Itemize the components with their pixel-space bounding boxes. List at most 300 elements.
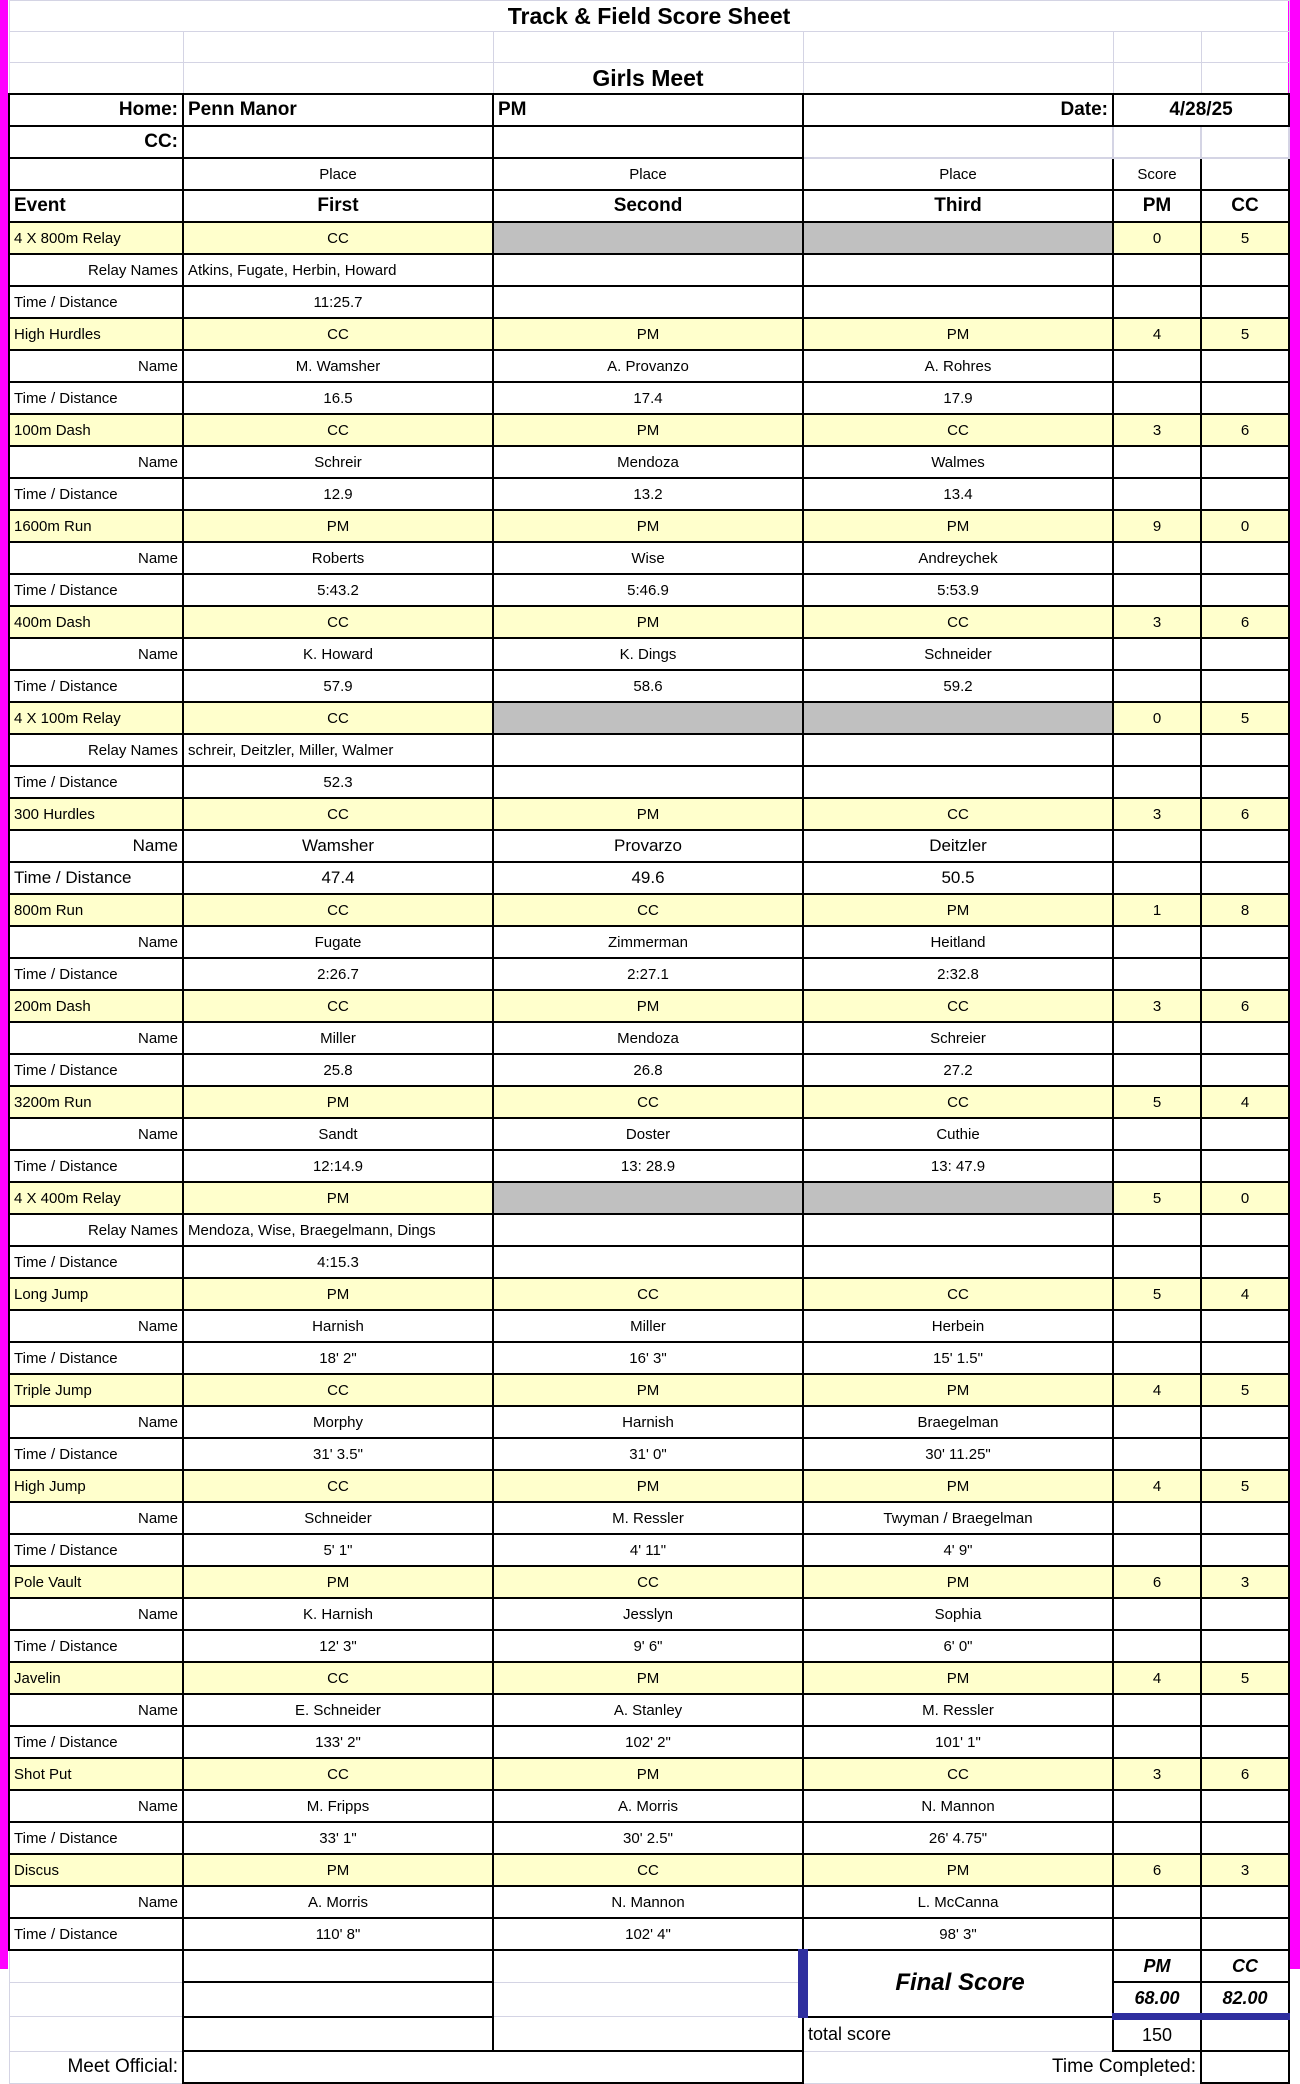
first-place-result[interactable]: 12:14.9 xyxy=(183,1150,493,1182)
event-row-400m-dash xyxy=(9,606,1289,638)
team2-points: 6 xyxy=(1201,606,1289,638)
first-place-result[interactable]: 25.8 xyxy=(183,1054,493,1086)
second-place-team[interactable]: PM xyxy=(493,318,803,350)
first-place-team[interactable]: CC xyxy=(183,222,493,254)
second-place-result[interactable]: 102' 4" xyxy=(493,1918,803,1950)
second-place-athlete[interactable]: Zimmerman xyxy=(493,926,803,958)
place-header-first: Place xyxy=(183,158,493,190)
third-place-athlete[interactable]: M. Ressler xyxy=(803,1694,1113,1726)
team2-points: 4 xyxy=(1201,1278,1289,1310)
first-place-athlete[interactable]: Schreir xyxy=(183,446,493,478)
first-place-athlete[interactable]: schreir, Deitzler, Miller, Walmer xyxy=(183,734,493,766)
third-place-team[interactable]: CC xyxy=(803,1278,1113,1310)
third-place-result[interactable]: 98' 3" xyxy=(803,1918,1113,1950)
second-place-athlete[interactable]: N. Mannon xyxy=(493,1886,803,1918)
athlete-row-800m-run xyxy=(9,926,1289,958)
first-place-result[interactable]: 133' 2" xyxy=(183,1726,493,1758)
third-place-athlete[interactable] xyxy=(803,1214,1113,1246)
team1-points: 9 xyxy=(1113,510,1201,542)
final-team2-label: CC xyxy=(1201,1950,1289,1982)
second-place-athlete[interactable]: A. Provanzo xyxy=(493,350,803,382)
event-row-triple-jump xyxy=(9,1374,1289,1406)
event-row-4-x-100m-relay xyxy=(9,702,1289,734)
first-place-athlete[interactable]: Morphy xyxy=(183,1406,493,1438)
first-place-team[interactable]: PM xyxy=(183,1854,493,1886)
first-place-result[interactable]: 12' 3" xyxy=(183,1630,493,1662)
second-place-team[interactable]: CC xyxy=(493,1566,803,1598)
second-place-team[interactable]: PM xyxy=(493,798,803,830)
third-place-result[interactable] xyxy=(803,286,1113,318)
second-place-athlete[interactable]: Doster xyxy=(493,1118,803,1150)
first-place-result[interactable]: 5' 1" xyxy=(183,1534,493,1566)
second-place-athlete[interactable]: Wise xyxy=(493,542,803,574)
name-row-label: Name xyxy=(9,1310,183,1342)
third-place-result[interactable]: 4' 9" xyxy=(803,1534,1113,1566)
third-place-result[interactable]: 17.9 xyxy=(803,382,1113,414)
second-place-athlete[interactable]: A. Stanley xyxy=(493,1694,803,1726)
event-row-800m-run xyxy=(9,894,1289,926)
meet-official-field[interactable] xyxy=(183,2051,803,2083)
time-row-label: Time / Distance xyxy=(9,1054,183,1086)
event-row-high-hurdles xyxy=(9,318,1289,350)
first-column-header: First xyxy=(183,190,493,222)
second-place-team[interactable]: CC xyxy=(493,1278,803,1310)
team1-points: 5 xyxy=(1113,1086,1201,1118)
event-name: Triple Jump xyxy=(9,1374,183,1406)
time-row-label: Time / Distance xyxy=(9,1246,183,1278)
athlete-row-200m-dash xyxy=(9,1022,1289,1054)
second-place-result[interactable]: 58.6 xyxy=(493,670,803,702)
third-place-team[interactable]: PM xyxy=(803,1470,1113,1502)
third-place-team[interactable]: PM xyxy=(803,1854,1113,1886)
second-place-athlete[interactable]: A. Morris xyxy=(493,1790,803,1822)
first-place-athlete[interactable]: Fugate xyxy=(183,926,493,958)
first-place-result[interactable]: 33' 1" xyxy=(183,1822,493,1854)
second-place-result[interactable] xyxy=(493,286,803,318)
first-place-athlete[interactable]: E. Schneider xyxy=(183,1694,493,1726)
first-place-team[interactable]: PM xyxy=(183,1182,493,1214)
first-place-team[interactable]: PM xyxy=(183,1278,493,1310)
team1-points: 0 xyxy=(1113,702,1201,734)
score-header: Score xyxy=(1113,158,1201,190)
first-place-athlete[interactable]: Roberts xyxy=(183,542,493,574)
first-place-result[interactable]: 31' 3.5" xyxy=(183,1438,493,1470)
first-place-team[interactable]: CC xyxy=(183,702,493,734)
home-team-abbr[interactable]: PM xyxy=(493,94,803,126)
final-team2-score: 82.00 xyxy=(1201,1982,1289,2017)
result-row-300-hurdles xyxy=(9,862,1289,894)
time-row-label: Time / Distance xyxy=(9,1438,183,1470)
third-place-team[interactable]: PM xyxy=(803,1566,1113,1598)
event-name: 300 Hurdles xyxy=(9,798,183,830)
event-name: 800m Run xyxy=(9,894,183,926)
team2-points: 5 xyxy=(1201,1470,1289,1502)
time-completed-label: Time Completed: xyxy=(803,2051,1201,2083)
time-row-label: Time / Distance xyxy=(9,670,183,702)
third-place-athlete[interactable]: Sophia xyxy=(803,1598,1113,1630)
second-place-team[interactable]: PM xyxy=(493,1470,803,1502)
time-row-label: Time / Distance xyxy=(9,1822,183,1854)
team1-points: 4 xyxy=(1113,1374,1201,1406)
event-row-high-jump xyxy=(9,1470,1289,1502)
third-column-header: Third xyxy=(803,190,1113,222)
team2-points: 3 xyxy=(1201,1854,1289,1886)
name-row-label: Name xyxy=(9,1118,183,1150)
athlete-row-4-x-800m-relay xyxy=(9,254,1289,286)
team1-points: 3 xyxy=(1113,606,1201,638)
event-name: High Jump xyxy=(9,1470,183,1502)
third-place-result[interactable]: 13.4 xyxy=(803,478,1113,510)
second-place-team[interactable]: PM xyxy=(493,1758,803,1790)
second-place-result[interactable]: 16' 3" xyxy=(493,1342,803,1374)
third-place-result[interactable]: 13: 47.9 xyxy=(803,1150,1113,1182)
third-place-result[interactable]: 101' 1" xyxy=(803,1726,1113,1758)
home-team-name[interactable]: Penn Manor xyxy=(183,94,493,126)
team2-points: 0 xyxy=(1201,510,1289,542)
third-place-athlete[interactable]: Walmes xyxy=(803,446,1113,478)
team1-points: 3 xyxy=(1113,414,1201,446)
first-place-athlete[interactable]: Harnish xyxy=(183,1310,493,1342)
first-place-result[interactable]: 5:43.2 xyxy=(183,574,493,606)
second-place-result[interactable]: 30' 2.5" xyxy=(493,1822,803,1854)
athlete-row-long-jump xyxy=(9,1310,1289,1342)
final-team1-score: 68.00 xyxy=(1113,1982,1201,2017)
second-place-athlete[interactable]: Mendoza xyxy=(493,1022,803,1054)
first-place-athlete[interactable]: Miller xyxy=(183,1022,493,1054)
second-place-team xyxy=(493,1182,803,1214)
third-place-athlete[interactable]: Deitzler xyxy=(803,830,1113,862)
event-row-4-x-800m-relay xyxy=(9,222,1289,254)
first-place-athlete[interactable]: Mendoza, Wise, Braegelmann, Dings xyxy=(183,1214,493,1246)
second-place-result[interactable]: 102' 2" xyxy=(493,1726,803,1758)
third-place-result[interactable] xyxy=(803,766,1113,798)
time-row-label: Time / Distance xyxy=(9,1918,183,1950)
first-place-result[interactable]: 12.9 xyxy=(183,478,493,510)
team2-points: 4 xyxy=(1201,1086,1289,1118)
third-place-athlete[interactable]: Schneider xyxy=(803,638,1113,670)
second-place-result[interactable]: 5:46.9 xyxy=(493,574,803,606)
event-name: Shot Put xyxy=(9,1758,183,1790)
result-row-400m-dash xyxy=(9,670,1289,702)
final-team1-label: PM xyxy=(1113,1950,1201,1982)
first-place-athlete[interactable]: Schneider xyxy=(183,1502,493,1534)
result-row-shot-put xyxy=(9,1822,1289,1854)
second-place-athlete[interactable] xyxy=(493,1214,803,1246)
second-place-athlete[interactable]: Jesslyn xyxy=(493,1598,803,1630)
third-place-team[interactable]: PM xyxy=(803,894,1113,926)
team1-points: 3 xyxy=(1113,798,1201,830)
events-body xyxy=(9,222,1289,1950)
event-column-header: Event xyxy=(9,190,183,222)
name-row-label: Name xyxy=(9,638,183,670)
third-place-athlete[interactable]: Herbein xyxy=(803,1310,1113,1342)
result-row-3200m-run xyxy=(9,1150,1289,1182)
meet-name: Girls Meet xyxy=(493,63,803,95)
first-place-athlete[interactable]: K. Harnish xyxy=(183,1598,493,1630)
left-margin-stripe xyxy=(0,0,8,1969)
time-row-label: Time / Distance xyxy=(9,958,183,990)
second-place-team[interactable]: CC xyxy=(493,1854,803,1886)
second-place-result[interactable]: 2:27.1 xyxy=(493,958,803,990)
second-place-result[interactable]: 17.4 xyxy=(493,382,803,414)
second-place-result[interactable]: 49.6 xyxy=(493,862,803,894)
team2-points: 6 xyxy=(1201,414,1289,446)
first-place-team[interactable]: PM xyxy=(183,1566,493,1598)
event-row-3200m-run xyxy=(9,1086,1289,1118)
second-place-team[interactable]: PM xyxy=(493,990,803,1022)
meet-official-label: Meet Official: xyxy=(9,2051,183,2083)
team2-points: 3 xyxy=(1201,1566,1289,1598)
second-place-athlete[interactable]: M. Ressler xyxy=(493,1502,803,1534)
event-row-pole-vault xyxy=(9,1566,1289,1598)
third-place-team[interactable]: PM xyxy=(803,1374,1113,1406)
first-place-team[interactable]: CC xyxy=(183,1470,493,1502)
third-place-athlete[interactable]: L. McCanna xyxy=(803,1886,1113,1918)
second-place-team[interactable]: PM xyxy=(493,510,803,542)
second-place-athlete[interactable]: Miller xyxy=(493,1310,803,1342)
second-place-result[interactable] xyxy=(493,766,803,798)
time-row-label: Time / Distance xyxy=(9,766,183,798)
event-name: Discus xyxy=(9,1854,183,1886)
first-place-team[interactable]: CC xyxy=(183,606,493,638)
first-place-athlete[interactable]: Sandt xyxy=(183,1118,493,1150)
first-place-team[interactable]: PM xyxy=(183,1086,493,1118)
second-place-team[interactable]: CC xyxy=(493,894,803,926)
name-row-label: Name xyxy=(9,1886,183,1918)
team1-points: 4 xyxy=(1113,318,1201,350)
team1-points: 3 xyxy=(1113,1758,1201,1790)
result-row-javelin xyxy=(9,1726,1289,1758)
second-place-athlete[interactable]: K. Dings xyxy=(493,638,803,670)
second-place-result[interactable]: 26.8 xyxy=(493,1054,803,1086)
second-place-athlete[interactable]: Provarzo xyxy=(493,830,803,862)
third-place-team xyxy=(803,1182,1113,1214)
third-place-result[interactable] xyxy=(803,1246,1113,1278)
second-place-result[interactable]: 13: 28.9 xyxy=(493,1150,803,1182)
date-label: Date: xyxy=(803,94,1113,126)
third-place-team[interactable]: PM xyxy=(803,1662,1113,1694)
event-row-long-jump xyxy=(9,1278,1289,1310)
athlete-row-high-hurdles xyxy=(9,350,1289,382)
third-place-result[interactable]: 59.2 xyxy=(803,670,1113,702)
first-place-athlete[interactable]: M. Fripps xyxy=(183,1790,493,1822)
team1-points: 4 xyxy=(1113,1662,1201,1694)
third-place-athlete[interactable] xyxy=(803,254,1113,286)
time-row-label: Time / Distance xyxy=(9,478,183,510)
team1-points: 5 xyxy=(1113,1182,1201,1214)
third-place-team[interactable]: CC xyxy=(803,606,1113,638)
score-sheet xyxy=(8,0,1288,2084)
third-place-athlete[interactable]: N. Mannon xyxy=(803,1790,1113,1822)
name-row-label: Name xyxy=(9,1022,183,1054)
first-place-team[interactable]: PM xyxy=(183,510,493,542)
result-row-triple-jump xyxy=(9,1438,1289,1470)
third-place-result[interactable]: 6' 0" xyxy=(803,1630,1113,1662)
result-row-pole-vault xyxy=(9,1630,1289,1662)
event-row-4-x-400m-relay xyxy=(9,1182,1289,1214)
event-name: Long Jump xyxy=(9,1278,183,1310)
third-place-result[interactable]: 15' 1.5" xyxy=(803,1342,1113,1374)
athlete-row-300-hurdles xyxy=(9,830,1289,862)
time-completed-field[interactable] xyxy=(1201,2051,1289,2083)
time-row-label: Time / Distance xyxy=(9,1726,183,1758)
event-name: 4 X 100m Relay xyxy=(9,702,183,734)
second-place-athlete[interactable]: Mendoza xyxy=(493,446,803,478)
time-row-label: Time / Distance xyxy=(9,1150,183,1182)
name-row-label: Name xyxy=(9,542,183,574)
event-name: 1600m Run xyxy=(9,510,183,542)
first-place-result[interactable]: 2:26.7 xyxy=(183,958,493,990)
team2-points: 5 xyxy=(1201,1374,1289,1406)
third-place-team[interactable]: PM xyxy=(803,510,1113,542)
team2-points: 5 xyxy=(1201,1662,1289,1694)
athlete-row-javelin xyxy=(9,1694,1289,1726)
place-header-second: Place xyxy=(493,158,803,190)
home-label: Home: xyxy=(9,94,183,126)
third-place-team[interactable]: CC xyxy=(803,990,1113,1022)
time-row-label: Time / Distance xyxy=(9,1630,183,1662)
third-place-result[interactable]: 27.2 xyxy=(803,1054,1113,1086)
result-row-high-jump xyxy=(9,1534,1289,1566)
second-place-team[interactable]: CC xyxy=(493,1086,803,1118)
event-name: 400m Dash xyxy=(9,606,183,638)
third-place-team[interactable]: CC xyxy=(803,414,1113,446)
first-place-result[interactable]: 110' 8" xyxy=(183,1918,493,1950)
first-place-athlete[interactable]: K. Howard xyxy=(183,638,493,670)
first-place-result[interactable]: 47.4 xyxy=(183,862,493,894)
athlete-row-high-jump xyxy=(9,1502,1289,1534)
third-place-athlete[interactable]: Braegelman xyxy=(803,1406,1113,1438)
team2-points: 6 xyxy=(1201,1758,1289,1790)
result-row-100m-dash xyxy=(9,478,1289,510)
first-place-result[interactable]: 11:25.7 xyxy=(183,286,493,318)
cc-field-2[interactable] xyxy=(493,126,803,158)
result-row-200m-dash xyxy=(9,1054,1289,1086)
cc-field[interactable] xyxy=(183,126,493,158)
result-row-4-x-100m-relay xyxy=(9,766,1289,798)
event-row-300-hurdles xyxy=(9,798,1289,830)
first-place-team[interactable]: CC xyxy=(183,318,493,350)
first-place-result[interactable]: 18' 2" xyxy=(183,1342,493,1374)
third-place-team[interactable]: CC xyxy=(803,1758,1113,1790)
third-place-athlete[interactable]: Twyman / Braegelman xyxy=(803,1502,1113,1534)
first-place-team[interactable]: CC xyxy=(183,990,493,1022)
third-place-result[interactable]: 30' 11.25" xyxy=(803,1438,1113,1470)
event-row-1600m-run xyxy=(9,510,1289,542)
third-place-athlete[interactable]: A. Rohres xyxy=(803,350,1113,382)
third-place-result[interactable]: 26' 4.75" xyxy=(803,1822,1113,1854)
athlete-row-4-x-100m-relay xyxy=(9,734,1289,766)
second-place-result[interactable] xyxy=(493,1246,803,1278)
time-row-label: Time / Distance xyxy=(9,1342,183,1374)
third-place-result[interactable]: 50.5 xyxy=(803,862,1113,894)
name-row-label: Relay Names xyxy=(9,254,183,286)
name-row-label: Name xyxy=(9,1790,183,1822)
first-place-result[interactable]: 16.5 xyxy=(183,382,493,414)
event-row-discus xyxy=(9,1854,1289,1886)
third-place-team[interactable]: PM xyxy=(803,318,1113,350)
cc-label: CC: xyxy=(9,126,183,158)
third-place-team[interactable]: CC xyxy=(803,798,1113,830)
second-place-athlete[interactable] xyxy=(493,254,803,286)
first-place-team[interactable]: CC xyxy=(183,414,493,446)
first-place-athlete[interactable]: M. Wamsher xyxy=(183,350,493,382)
second-place-team xyxy=(493,702,803,734)
name-row-label: Name xyxy=(9,1694,183,1726)
result-row-800m-run xyxy=(9,958,1289,990)
third-place-result[interactable]: 2:32.8 xyxy=(803,958,1113,990)
event-name: Pole Vault xyxy=(9,1566,183,1598)
event-name: 4 X 400m Relay xyxy=(9,1182,183,1214)
event-name: Javelin xyxy=(9,1662,183,1694)
result-row-high-hurdles xyxy=(9,382,1289,414)
first-place-athlete[interactable]: Atkins, Fugate, Herbin, Howard xyxy=(183,254,493,286)
team1-points: 1 xyxy=(1113,894,1201,926)
second-place-result[interactable]: 9' 6" xyxy=(493,1630,803,1662)
second-place-athlete[interactable] xyxy=(493,734,803,766)
second-place-team[interactable]: PM xyxy=(493,1374,803,1406)
second-place-result[interactable]: 13.2 xyxy=(493,478,803,510)
third-place-athlete[interactable]: Schreier xyxy=(803,1022,1113,1054)
name-row-label: Name xyxy=(9,926,183,958)
first-place-athlete[interactable]: Wamsher xyxy=(183,830,493,862)
event-row-javelin xyxy=(9,1662,1289,1694)
second-place-team[interactable]: PM xyxy=(493,414,803,446)
second-place-result[interactable]: 31' 0" xyxy=(493,1438,803,1470)
team1-points: 0 xyxy=(1113,222,1201,254)
total-score-value: 150 xyxy=(1113,2017,1201,2052)
team1-score-header: PM xyxy=(1113,190,1201,222)
event-name: 4 X 800m Relay xyxy=(9,222,183,254)
first-place-result[interactable]: 52.3 xyxy=(183,766,493,798)
second-place-team[interactable]: PM xyxy=(493,606,803,638)
name-row-label: Name xyxy=(9,1598,183,1630)
event-name: High Hurdles xyxy=(9,318,183,350)
third-place-athlete[interactable] xyxy=(803,734,1113,766)
first-place-result[interactable]: 57.9 xyxy=(183,670,493,702)
time-row-label: Time / Distance xyxy=(9,286,183,318)
final-score-label: Final Score xyxy=(803,1950,1113,2017)
third-place-athlete[interactable]: Heitland xyxy=(803,926,1113,958)
second-place-team[interactable]: PM xyxy=(493,1662,803,1694)
name-row-label: Name xyxy=(9,350,183,382)
team2-points: 5 xyxy=(1201,318,1289,350)
third-place-team[interactable]: CC xyxy=(803,1086,1113,1118)
first-place-team[interactable]: CC xyxy=(183,894,493,926)
result-row-4-x-400m-relay xyxy=(9,1246,1289,1278)
first-place-team[interactable]: CC xyxy=(183,1662,493,1694)
team2-points: 6 xyxy=(1201,798,1289,830)
name-row-label: Relay Names xyxy=(9,734,183,766)
first-place-athlete[interactable]: A. Morris xyxy=(183,1886,493,1918)
second-place-result[interactable]: 4' 11" xyxy=(493,1534,803,1566)
meet-date[interactable]: 4/28/25 xyxy=(1113,94,1289,126)
first-place-team[interactable]: CC xyxy=(183,798,493,830)
second-column-header: Second xyxy=(493,190,803,222)
first-place-team[interactable]: CC xyxy=(183,1374,493,1406)
athlete-row-100m-dash xyxy=(9,446,1289,478)
third-place-result[interactable]: 5:53.9 xyxy=(803,574,1113,606)
score-table xyxy=(8,0,1290,2084)
first-place-result[interactable]: 4:15.3 xyxy=(183,1246,493,1278)
athlete-row-pole-vault xyxy=(9,1598,1289,1630)
third-place-team xyxy=(803,702,1113,734)
first-place-team[interactable]: CC xyxy=(183,1758,493,1790)
third-place-athlete[interactable]: Andreychek xyxy=(803,542,1113,574)
third-place-athlete[interactable]: Cuthie xyxy=(803,1118,1113,1150)
athlete-row-3200m-run xyxy=(9,1118,1289,1150)
second-place-athlete[interactable]: Harnish xyxy=(493,1406,803,1438)
